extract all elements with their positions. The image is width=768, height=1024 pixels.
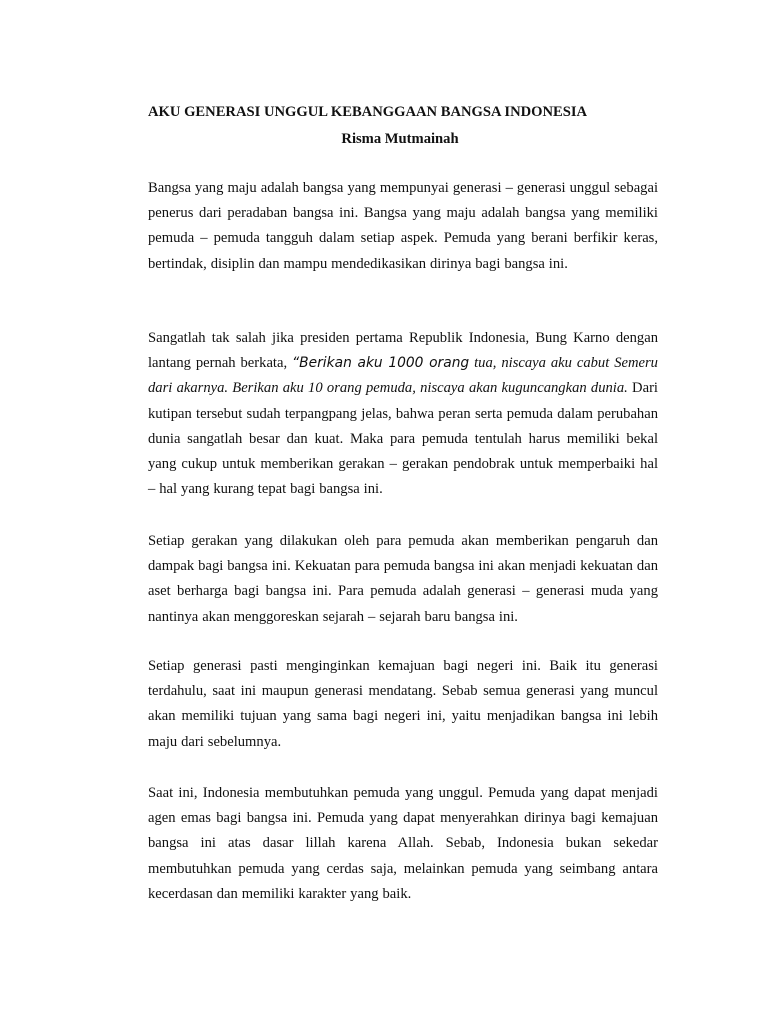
document-author: Risma Mutmainah	[341, 131, 459, 147]
paragraph-2-intro: Sangatlah tak salah jika presiden pertama Republik Indonesia, Bung Karno dengan lantang pernah berkata,	[148, 330, 658, 372]
paragraph-2	[148, 326, 658, 502]
paragraph-5: Saat ini, Indonesia membutuhkan pemuda yang unggul. Pemuda yang dapat menjadi agen emas bagi bangsa ini. Pemuda yang dapat menyerahkan dirinya bagi kemajuan bangsa ini atas dasar lillah karena Allah. Sebab, Indonesia bukan sekedar membutuhkan pemuda yang cerdas saja, melainkan pemuda yang seimbang antara kecerdasan dan memiliki karakter yang baik.	[148, 785, 658, 902]
quote-handwritten-part: “Berikan aku 1000 orang	[292, 355, 470, 372]
paragraph-1: Bangsa yang maju adalah bangsa yang mempunyai generasi – generasi unggul sebagai penerus dari peradaban bangsa ini. Bangsa yang maju adalah bangsa yang memiliki pemuda – pemuda tangguh dalam setiap aspek. Pemuda yang berani berfikir keras, bertindak, disiplin dan mampu mendedikasikan dirinya bagi bangsa ini.	[148, 180, 658, 272]
paragraph-2-body: Dari kutipan tersebut sudah terpangpang jelas, bahwa peran serta pemuda dalam perubahan dunia sangatlah besar dan kuat. Maka para pemuda tentulah harus memiliki bekal yang cukup untuk memberikan gerakan – gerakan pendobrak untuk memperbaiki hal – hal yang kurang tepat bagi bangsa ini.	[148, 380, 658, 498]
document-title: AKU GENERASI UNGGUL KEBANGGAAN BANGSA INDONESIA	[148, 104, 588, 120]
paragraph-3: Setiap gerakan yang dilakukan oleh para pemuda akan memberikan pengaruh dan dampak bagi bangsa ini. Kekuatan para pemuda bangsa ini akan menjadi kekuatan dan aset berharga bagi bangsa ini. Para pemuda adalah generasi – generasi muda yang nantinya akan menggoreskan sejarah – sejarah baru bangsa ini.	[148, 533, 658, 625]
quote-italic-part: tua, niscaya aku cabut Semeru dari akarnya. Berikan aku 10 orang pemuda, niscaya akan kuguncangkan dunia.	[148, 355, 658, 397]
paragraph-4: Setiap generasi pasti menginginkan kemajuan bagi negeri ini. Baik itu generasi terdahulu, saat ini maupun generasi mendatang. Sebab semua generasi yang muncul akan memiliki tujuan yang sama bagi negeri ini, yaitu menjadikan bangsa ini lebih maju dari sebelumnya.	[148, 658, 658, 750]
